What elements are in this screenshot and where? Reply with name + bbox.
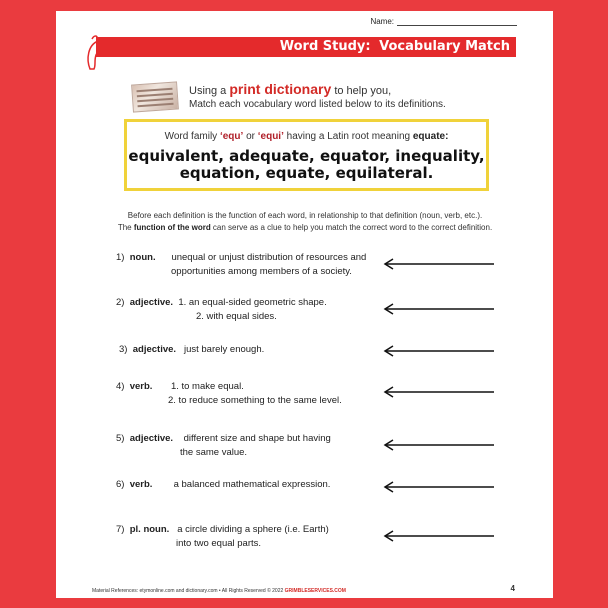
family-pre: Word family [164,131,220,142]
title-sub: Vocabulary Match [379,39,510,54]
item-number: 2) [116,297,125,308]
definition-line-2: opportunities among members of a society. [171,266,352,277]
footer-credits [92,588,346,594]
intro-line-1 [189,81,391,97]
name-line[interactable] [397,17,517,26]
print-dictionary-highlight: print dictionary [229,81,332,97]
definition-item-7 [116,523,329,551]
definition-item-4 [116,380,342,408]
vocabulary-words [127,148,486,182]
footer-text: Material References: etymonline.com and dictionary.com • All Rights Reserved © 2022 [92,588,285,594]
family-meaning: equate: [412,131,449,142]
instr-post: can serve as a clue to help you match the correct word to the correct definition. [210,223,493,232]
match-arrow-3[interactable] [382,345,494,357]
intro-line-2: Match each vocabulary word listed below to its definitions. [189,99,446,110]
title-main: Word Study: [279,39,371,54]
words-line-1: equivalent, adequate, equator, inequality, [128,147,485,165]
part-of-speech: noun. [129,252,156,263]
definition-line-1: 1. an equal-sided geometric shape. [178,297,327,308]
part-of-speech: adjective. [129,297,174,308]
instructions-line-2 [66,222,544,234]
worksheet-page [56,11,553,598]
part-of-speech: adjective. [132,344,177,355]
word-family-line [127,131,486,142]
definition-line-2: the same value. [180,447,248,458]
match-arrow-2[interactable] [382,303,494,315]
item-number: 6) [116,479,125,490]
definition-line-1: just barely enough. [183,344,265,355]
name-field-row [370,17,517,26]
match-arrow-1[interactable] [382,258,494,270]
page-number: 4 [510,584,515,593]
definition-item-6 [116,478,330,492]
item-number: 1) [116,252,125,263]
item-number: 5) [116,433,125,444]
family-equi: ‘equi’ [257,131,284,142]
instructions [66,210,544,234]
intro-post: to help you, [331,85,392,97]
definition-line-1: a circle dividing a sphere (i.e. Earth) [177,524,329,535]
match-arrow-7[interactable] [382,530,494,542]
definition-line-1: different size and shape but having [183,433,331,444]
intro-pre: Using a [189,85,230,97]
definition-item-3 [119,343,264,357]
title-banner [96,37,516,57]
family-mid: having a Latin root meaning [283,131,413,142]
part-of-speech: adjective. [129,433,174,444]
word-family-box [124,119,489,191]
definition-line-2: 2. with equal sides. [196,311,277,322]
match-arrow-6[interactable] [382,481,494,493]
name-label: Name: [370,17,394,26]
family-or: or [243,131,258,142]
definition-line-2: into two equal parts. [176,538,262,549]
words-line-2: equation, equate, equilateral. [179,164,434,182]
match-arrow-5[interactable] [382,439,494,451]
part-of-speech: verb. [129,479,153,490]
footer-brand-link[interactable]: GRIMBLESERVICES.COM [284,588,346,594]
instr-bold: function of the word [133,223,211,232]
part-of-speech: pl. noun. [129,524,170,535]
instructions-line-1: Before each definition is the function of each word, in relationship to that definition (noun, verb, etc.). [127,211,483,220]
definition-item-5 [116,432,331,460]
definition-item-2 [116,296,327,324]
item-number: 4) [116,381,125,392]
family-equ: ‘equ’ [219,131,244,142]
definition-item-1 [116,251,366,279]
item-number: 3) [119,344,128,355]
match-arrow-4[interactable] [382,386,494,398]
definition-line-2: 2. to reduce something to the same level. [168,395,342,406]
instr-pre: The [117,223,134,232]
item-number: 7) [116,524,125,535]
part-of-speech: verb. [129,381,153,392]
dictionary-image [131,81,179,112]
definition-line-1: a balanced mathematical expression. [173,479,331,490]
definition-line-1: unequal or unjust distribution of resources and [171,252,367,263]
definition-line-1: 1. to make equal. [170,381,244,392]
